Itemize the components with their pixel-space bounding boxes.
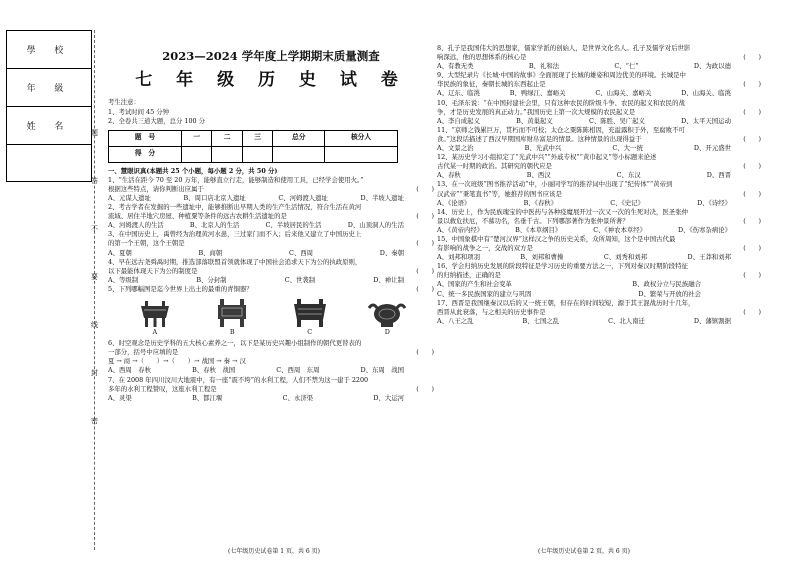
- answer-blank[interactable]: ( ): [743, 107, 761, 116]
- question-stem: 多年的水利工程赞叹，这座水利工程是: [108, 384, 217, 393]
- option: D、大运河: [373, 393, 404, 402]
- option-label: D: [384, 328, 390, 337]
- option: C、西周 东周: [276, 366, 320, 375]
- option: B、周口店北京人遗址: [183, 194, 246, 203]
- option: B、春秋 战国: [192, 366, 236, 375]
- question-4: [108, 258, 434, 285]
- question-stem: 古代某一时期的政治。其研究的朝代应是: [437, 162, 553, 171]
- option: C、世袭制: [284, 275, 316, 284]
- name-field[interactable]: [7, 107, 91, 145]
- option: D、为政以德: [693, 62, 731, 71]
- option-label: A: [152, 328, 158, 337]
- question-stem: 12、某历史学习小组拟定了“光武中兴”“外戚专权”“黄巾起义”等小标题来论述: [437, 153, 657, 162]
- answer-blank[interactable]: ( ): [416, 239, 434, 248]
- option: D、禅让制: [373, 275, 404, 284]
- option: D、太平天国运动: [681, 116, 731, 125]
- option: A、夏朝: [108, 248, 132, 257]
- option: D、秦朝: [379, 248, 404, 257]
- score-cell: 二: [212, 130, 243, 146]
- question-1: [108, 176, 434, 203]
- grade-field[interactable]: [7, 69, 91, 107]
- option: B、政权分立与民族融合: [632, 280, 701, 289]
- question-15: [437, 235, 761, 262]
- question-16: [437, 262, 761, 298]
- option: B、都江堰: [192, 393, 223, 402]
- dynasty-sequence: 夏 → 商 →（ ）→（ ）→ 战国 → 秦 → 汉: [108, 357, 246, 366]
- question-12: [437, 153, 761, 180]
- question-stem: 的归纳描述，正确的是: [437, 271, 501, 280]
- question-17: [437, 299, 761, 326]
- option: C、陈胜、吴广起义: [588, 116, 645, 125]
- exam-subtitle: 七 年 级 历 史 试 卷: [135, 70, 407, 91]
- score-cell: 题 号: [109, 130, 182, 146]
- binding-char: 线: [91, 321, 98, 329]
- question-8: [437, 44, 761, 71]
- option: B、礼和法: [528, 62, 560, 71]
- answer-blank[interactable]: ( ): [743, 307, 761, 316]
- option: B、七国之乱: [522, 316, 560, 325]
- question-stem: 的第一个王朝，这个王朝是: [108, 239, 185, 248]
- option: B、《春秋》: [523, 198, 558, 207]
- binding-char: 封: [91, 369, 98, 377]
- bronze-images: [116, 298, 426, 337]
- binding-char: 要: [91, 273, 98, 281]
- question-10: [437, 99, 761, 126]
- question-stem: 一部分，括号中应填的是: [108, 348, 179, 357]
- page-footer-left: (七年级历史试卷第 1 页，共 6 页): [228, 548, 320, 555]
- question-stem: 以下最能体现天下为公的制度是: [108, 266, 198, 275]
- option: A、国家的产生和社会变革: [437, 280, 512, 289]
- question-stem: 响深远，他的思想体系的核心是: [437, 53, 527, 62]
- option: C、半坡居民的生活: [265, 221, 322, 230]
- school-field[interactable]: [7, 31, 91, 69]
- question-stem: 10、毛泽东说：“在中国封建社会里，只有这种农民的阶级斗争、农民的起义和农民的战: [437, 98, 685, 107]
- score-input[interactable]: [242, 146, 273, 162]
- answer-blank[interactable]: ( ): [743, 80, 761, 89]
- question-stem: 13、在一次班级“图书推荐活动”中，小丽同学写的推荐词中出现了“纪传体”“黄帝到: [437, 180, 673, 189]
- bronze-cauldron-icon: [290, 298, 330, 328]
- option: B、《本草纲目》: [515, 225, 562, 234]
- option: C、“仁”: [614, 62, 639, 71]
- question-stem: 7、在 2008 年四川汶川大地震中，有一座“震不垮”的水利工程，人们不禁为这一建于 2200: [108, 375, 369, 384]
- option: B、北京人的生活: [189, 221, 240, 230]
- bronze-vessel-d[interactable]: [357, 298, 417, 337]
- question-9: [437, 71, 761, 98]
- question-stem: 西晋从此衰落，与之相关的历史事件是: [437, 307, 546, 316]
- score-cell: 核分人: [325, 130, 398, 146]
- answer-blank[interactable]: ( ): [743, 216, 761, 225]
- option: D、《伤寒杂病论》: [677, 225, 731, 234]
- option: B、鸭绿江、嘉峪关: [509, 89, 566, 98]
- student-info-box: [6, 30, 92, 182]
- option: B、商朝: [198, 248, 223, 257]
- question-6: [108, 339, 434, 375]
- score-table: [108, 130, 398, 163]
- right-page: [437, 44, 761, 326]
- question-stem: 15、中国象棋中有“楚河汉界”这样汉之争的历史关系，众所周知，这个是中国古代最: [437, 234, 676, 243]
- bronze-ding-icon: [135, 298, 175, 328]
- option: A、西周 春秋: [108, 366, 151, 375]
- question-stem: 4、早在远古尧舜禹时期，推选部落联盟首领就体现了中国社会追求天下为公的执政原则，: [108, 257, 362, 266]
- option: A、元谋人遗址: [108, 194, 151, 203]
- answer-blank[interactable]: ( ): [416, 348, 434, 357]
- question-stem: 3、在中国历史上，禹曾经为治理黄河水患，三过家门而不入；后来他又建立了中国历史上: [108, 230, 362, 239]
- bronze-square-ding-icon: [212, 298, 252, 328]
- option: C、大一统: [612, 144, 643, 153]
- answer-blank[interactable]: ( ): [743, 162, 761, 171]
- option: B、刘邦和曹操: [520, 253, 564, 262]
- question-13: [437, 180, 761, 207]
- option: B、光武中兴: [524, 144, 562, 153]
- option: D、开元盛世: [693, 144, 731, 153]
- option: C、河姆渡人遗址: [278, 194, 328, 203]
- option: A、灵渠: [108, 393, 132, 402]
- option: C、山海关、嘉峪关: [595, 89, 652, 98]
- answer-blank[interactable]: ( ): [743, 244, 761, 253]
- question-3: [108, 230, 434, 257]
- option: C、刘秀和刘邦: [603, 253, 648, 262]
- question-5: [108, 285, 434, 337]
- note-time: 1、考试时间 45 分钟: [108, 107, 169, 116]
- answer-blank[interactable]: ( ): [743, 189, 761, 198]
- question-stem: 食。”这段话描述了西汉早期国库财帛富足的情景。这种情景的出现得益于: [437, 134, 642, 143]
- option: D、山顶洞人的生活: [347, 221, 404, 230]
- binding-char: 答: [91, 177, 98, 185]
- bronze-vessel-b[interactable]: [202, 298, 262, 337]
- answer-blank[interactable]: ( ): [743, 271, 761, 280]
- notes-heading: 考生注意：: [108, 98, 140, 107]
- question-stem: 5、下列哪幅图是迄今世界上出土的最重的青铜器？: [108, 284, 253, 293]
- score-header-row: [109, 130, 398, 146]
- question-stem: 11、“京师之钱累巨万，贯朽而不可校；太仓之粟陈陈相因，充溢露积于外，至腐败不可: [437, 125, 685, 134]
- question-stem: 争，才是历史发展的真正动力。”我国历史上第一次大规模的农民起义是: [437, 107, 636, 116]
- binding-char: 密: [91, 417, 98, 425]
- question-stem: 流域、居住半地穴房屋、种植粟等条件的远古农耕生活遗址的是: [108, 212, 287, 221]
- option: A、《黄帝内经》: [437, 225, 484, 234]
- option: B、黄巢起义: [516, 116, 553, 125]
- option-label: B: [229, 328, 235, 337]
- note-score: 2、全卷共三道大题，总分 100 分: [108, 116, 206, 125]
- option: A、八王之乱: [437, 316, 474, 325]
- question-stem: 8、孔子是我国伟大的思想家，儒家学派的创始人，是世界文化名人。孔子及儒学对后世影: [437, 44, 691, 52]
- binding-char: 题: [91, 129, 98, 137]
- section-heading: 一、慧眼识真(本题共 25 个小题，每小题 2 分，共 50 分): [108, 166, 278, 175]
- option: C、北人南迁: [608, 316, 645, 325]
- grade-label: 年 級: [26, 84, 72, 94]
- question-stem: 9、大型纪录片《长城·中国的故事》全面展现了长城的雄姿和周边优美的环境。长城是中: [437, 71, 686, 80]
- bronze-vessel-c[interactable]: [280, 298, 340, 337]
- binding-char: 不: [91, 225, 98, 233]
- question-stem: 1、“生活在距今 70 至 20 万年，能够直立行走，能够制造和使用工具，已经学会使用火。”: [108, 175, 364, 184]
- page-footer-right: (七年级历史试卷第 2 页，共 6 页): [538, 548, 630, 555]
- option: D、山海关、临洮: [681, 89, 731, 98]
- option: C、西周: [288, 248, 314, 257]
- option: D、繁荣与开放的社会: [638, 289, 701, 298]
- option: A、《论语》: [437, 198, 471, 207]
- bronze-vessel-a[interactable]: [125, 298, 185, 337]
- score-cell: 一: [181, 130, 212, 146]
- answer-blank[interactable]: ( ): [416, 184, 434, 193]
- option: A、河姆渡人的生活: [108, 221, 164, 230]
- option: A、文景之治: [437, 144, 474, 153]
- option: D、东周 战国: [360, 366, 404, 375]
- binding-line: [94, 30, 95, 550]
- option: A、辽东、临洮: [437, 89, 480, 98]
- score-input[interactable]: [273, 146, 325, 162]
- option: C、《史记》: [610, 198, 644, 207]
- option: C、统一多民族国家的建立与巩固: [437, 289, 532, 298]
- option: C、永济渠: [282, 393, 314, 402]
- option-label: C: [307, 328, 313, 337]
- option: D、王莽和刘邦: [687, 253, 731, 262]
- score-input[interactable]: [212, 146, 243, 162]
- question-stem: 16、学会归纳历史发展的阶段特征是学习历史的重要方法之一，下列对秦汉时期阶段特征: [437, 262, 688, 271]
- option: D、藩镇割据: [693, 316, 731, 325]
- bronze-zun-icon: [367, 298, 407, 328]
- name-label: 姓 名: [26, 122, 72, 132]
- option: A、春秋: [437, 171, 461, 180]
- option: D、半坡人遗址: [360, 194, 404, 203]
- question-2: [108, 203, 434, 230]
- score-cell: 总分: [273, 130, 325, 146]
- option: A、有教无类: [437, 62, 474, 71]
- answer-blank[interactable]: ( ): [416, 384, 434, 393]
- option: A、刘邦和项羽: [437, 253, 480, 262]
- option: D、《诗经》: [697, 198, 731, 207]
- option: A、李自成起义: [437, 116, 480, 125]
- question-stem: 根据这些特点，请你判断出应属于: [108, 184, 204, 193]
- score-value-row: [109, 146, 398, 162]
- school-label: 學 校: [26, 46, 72, 56]
- answer-blank[interactable]: ( ): [743, 53, 761, 62]
- score-cell: 三: [242, 130, 273, 146]
- question-stem: 17、西晋是我国继秦汉以后的又一统王朝，但存在的时间较短，源于其王混战历时十几年，: [437, 298, 695, 307]
- exam-title: 2023—2024 学年度上学期期末质量测查: [162, 49, 380, 63]
- score-input[interactable]: [325, 146, 398, 162]
- info-blank-row: [7, 145, 91, 182]
- score-input[interactable]: [181, 146, 212, 162]
- question-stem: 14、历史上，作为民族瑰宝的中医药与各种疫魔展开过一次又一次的生死对决，医圣张仲: [437, 207, 688, 216]
- left-page: [108, 40, 434, 403]
- answer-blank[interactable]: ( ): [416, 266, 434, 275]
- exam-notes: [108, 98, 434, 125]
- question-stem: 6、时空观念是历史学科的五大核心素养之一，以下是某历史兴趣小组制作的朝代更替表的: [108, 339, 362, 348]
- question-stem: 2、考古学者在发掘的一些遗址中，能够推断出早期人类的生产生活情况，符合生活在黄河: [108, 203, 362, 212]
- question-stem: 华民族的象征，秦朝长城的东西起止是: [437, 80, 546, 89]
- option: D、西晋: [706, 171, 731, 180]
- question-stem: 汉武帝”“秉笔直书”等，她推荐的图书应该是: [437, 189, 562, 198]
- option: B、分封制: [196, 275, 227, 284]
- question-stem: 景以救危扶厄，不慕功名，名垂千古。下列哪部著作为张仲景所著？: [437, 216, 629, 225]
- question-7: [108, 376, 434, 403]
- option: A、等级制: [108, 275, 139, 284]
- answer-blank[interactable]: ( ): [416, 212, 434, 221]
- question-14: [437, 208, 761, 235]
- answer-blank[interactable]: ( ): [416, 284, 434, 293]
- question-stem: 有影响的战争之一，交战的双方是: [437, 244, 533, 253]
- option: C、《神农本草经》: [593, 225, 647, 234]
- option: B、西汉: [526, 171, 551, 180]
- answer-blank[interactable]: ( ): [743, 134, 761, 143]
- question-11: [437, 126, 761, 153]
- option: C、东汉: [616, 171, 641, 180]
- score-cell: 得 分: [109, 146, 182, 162]
